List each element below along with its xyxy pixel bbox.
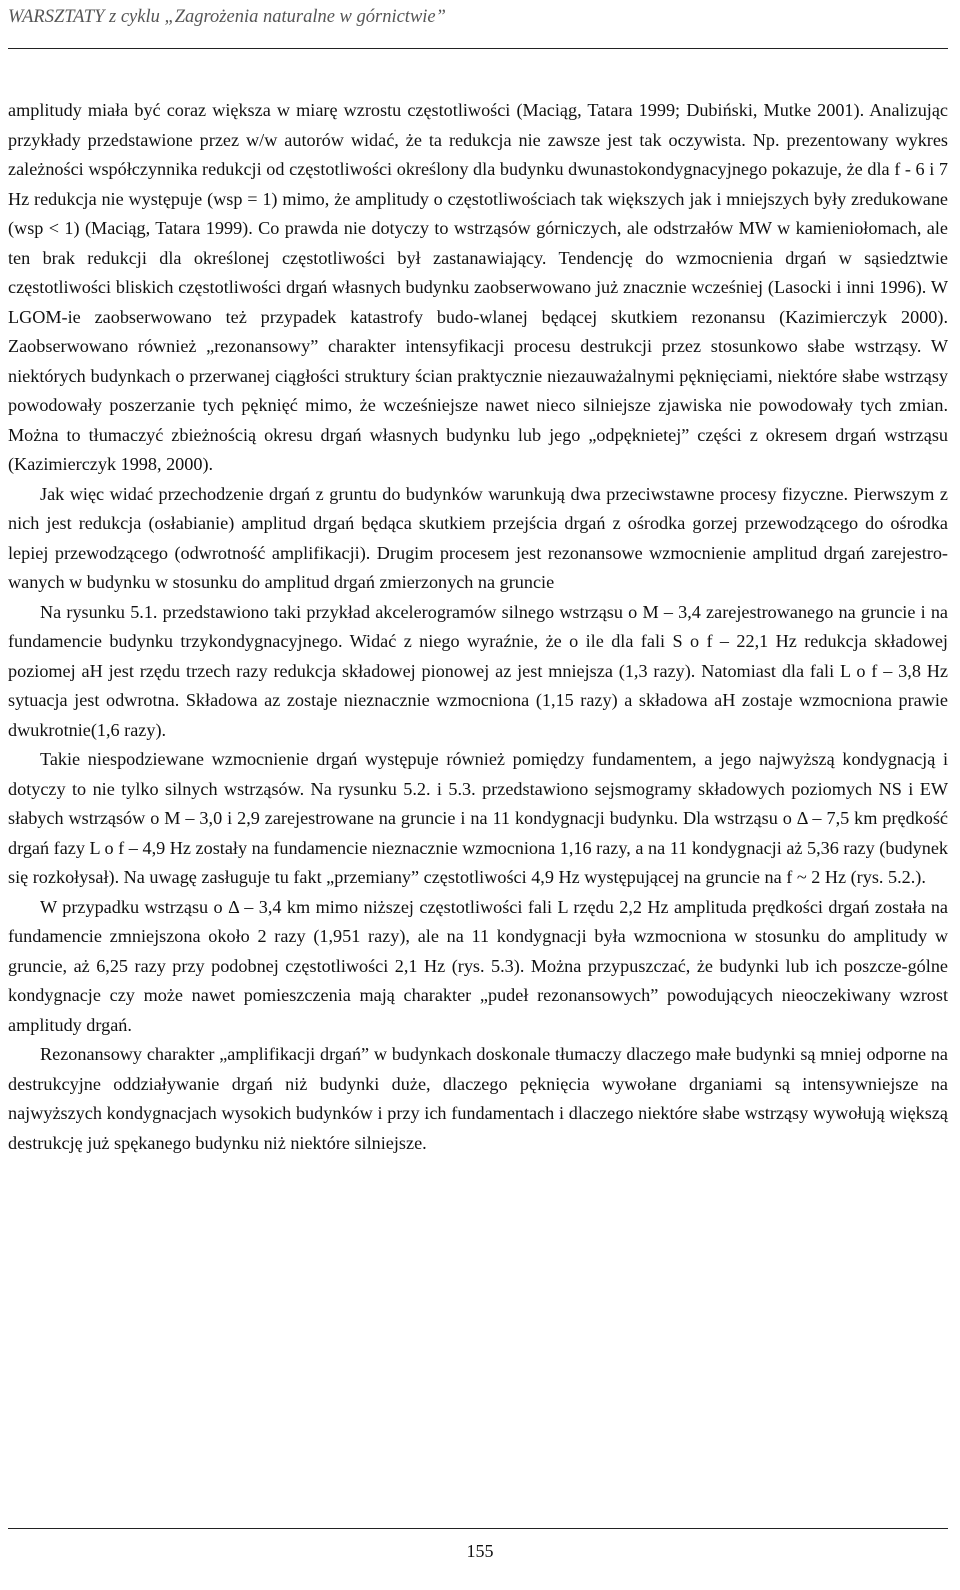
paragraph: amplitudy miała być coraz większa w miarę wzrostu częstotliwości (Maciąg, Tatara 1999; Dubiński, Mutke 2001). Analizując przykłady przedstawione przez w/w autorów widać, że ta redukcja nie zawsze jest tak oczywista. Np. prezentowany wykres zależności współczynnika redukcji od częstotliwości określony dla budynku dwunastokondygnacyjnego pokazuje, że dla f - 6 i 7 Hz redukcja nie występuje (wsp = 1) mimo, że amplitudy o częstotliwościach tak większych jak i mniejszych były zredukowane (wsp < 1) (Maciąg, Tatara 1999). Co prawda nie dotyczy to wstrząsów górniczych, ale odstrzałów MW w kamieniołomach, ale ten brak redukcji dla określonej częstotliwości był zastanawiający. Tendencję do wzmocnienia drgań w sąsiedztwie częstotliwości bliskich częstotliwości drgań własnych budynku zaobserwowano już znacznie wcześniej (Lasocki i inni 1996). W LGOM-ie zaobserwowano też przypadek katastrofy budo-wlanej będącej skutkiem rezonansu (Kazimierczyk 2000). Zaobserwowano również „rezonansowy” charakter intensyfikacji procesu destrukcji przez stosunkowo słabe wstrząsy. W niektórych budynkach o przerwanej ciągłości struktury ścian praktycznie niezauważalnymi pęknięciami, niektóre słabe wstrząsy powodowały poszerzanie tych pęknięć mimo, że wcześniejsze nawet nieco silniejsze zjawiska nie powodowały tych zmian. Można to tłumaczyć zbieżnością okresu drgań własnych budynku lub jego „odpęknietej” części z okresem drgań wstrząsu (Kazimierczyk 1998, 2000). xyxy=(8,100,948,474)
paragraph: Takie niespodziewane wzmocnienie drgań występuje również pomiędzy fundamentem, a jego najwyższą kondygnacją i dotyczy to nie tylko silnych wstrząsów. Na rysunku 5.2. i 5.3. przedstawiono sejsmogramy składowych poziomych NS i EW słabych wstrząsów o M – 3,0 i 2,9 zarejestrowane na gruncie i na 11 kondygnacji budynku. Dla wstrząsu o Δ – 7,5 km prędkość drgań fazy L o f – 4,9 Hz zostały na fundamencie nieznacznie wzmocniona 1,16 razy, a na 11 kondygnacji aż 5,36 razy (budynek się rozkołysał). Na uwagę zasługuje tu fakt „przemiany” częstotliwości 4,9 Hz występującej na gruncie na f ~ 2 Hz (rys. 5.2.). xyxy=(8,749,948,887)
body-text xyxy=(8,96,948,1158)
running-header: WARSZTATY z cyklu „Zagrożenia naturalne w górnictwie” xyxy=(8,7,446,27)
page-number: 155 xyxy=(466,1541,494,1561)
paragraph: Rezonansowy charakter „amplifikacji drgań” w budynkach doskonale tłumaczy dlaczego małe budynki są mniej odporne na destrukcyjne oddziaływanie drgań niż budynki duże, dlaczego pęknięcia wywołane drganiami są intensywniejsze na najwyższych kondygnacjach wysokich budynków i przy ich fundamentach i dlaczego niektóre słabe wstrząsy wywołują większą destrukcję już spękanego budynku niż niektóre silniejsze. xyxy=(8,1044,948,1153)
paragraph: Na rysunku 5.1. przedstawiono taki przykład akcelerogramów silnego wstrząsu o M – 3,4 zarejestrowanego na gruncie i na fundamencie budynku trzykondygnacyjnego. Widać z niego wyraźnie, że o ile dla fali S o f – 22,1 Hz redukcja składowej poziomej aH jest rzędu trzech razy redukcja składowej pionowej az jest mniejsza (1,3 razy). Natomiast dla fali L o f – 3,8 Hz sytuacja jest odwrotna. Składowa az zostaje nieznacznie wzmocniona (1,15 razy) a składowa aH zostaje wzmocniona prawie dwukrotnie(1,6 razy). xyxy=(8,601,948,740)
paragraph: Jak więc widać przechodzenie drgań z gruntu do budynków warunkują dwa przeciwstawne procesy fizyczne. Pierwszym z nich jest redukcja (osłabianie) amplitud drgań będąca skutkiem przejścia drgań z ośrodka gorzej przewodzącego do ośrodka lepiej przewodzącego (odwrotność amplifikacji). Drugim procesem jest rezonansowe wzmocnienie amplitud drgań zarejestro-wanych w budynku w stosunku do amplitud drgań zmierzonych na gruncie xyxy=(8,483,948,592)
header-rule xyxy=(8,48,948,49)
paragraph: W przypadku wstrząsu o Δ – 3,4 km mimo niższej częstotliwości fali L rzędu 2,2 Hz amplituda prędkości drgań została na fundamencie zmniejszona około 2 razy (1,951 razy), ale na 11 kondygnacji była wzmocniona w stosunku do amplitudy w gruncie, aż 6,25 razy przy podobnej częstotliwości 2,1 Hz (rys. 5.3). Można przypuszczać, że budynki lub ich poszcze-gólne kondygnacje czy może nawet pomieszczenia mają charakter „pudeł rezonansowych” powodujących nieoczekiwany wzrost amplitudy drgań. xyxy=(8,896,948,1035)
footer-rule xyxy=(8,1528,948,1529)
